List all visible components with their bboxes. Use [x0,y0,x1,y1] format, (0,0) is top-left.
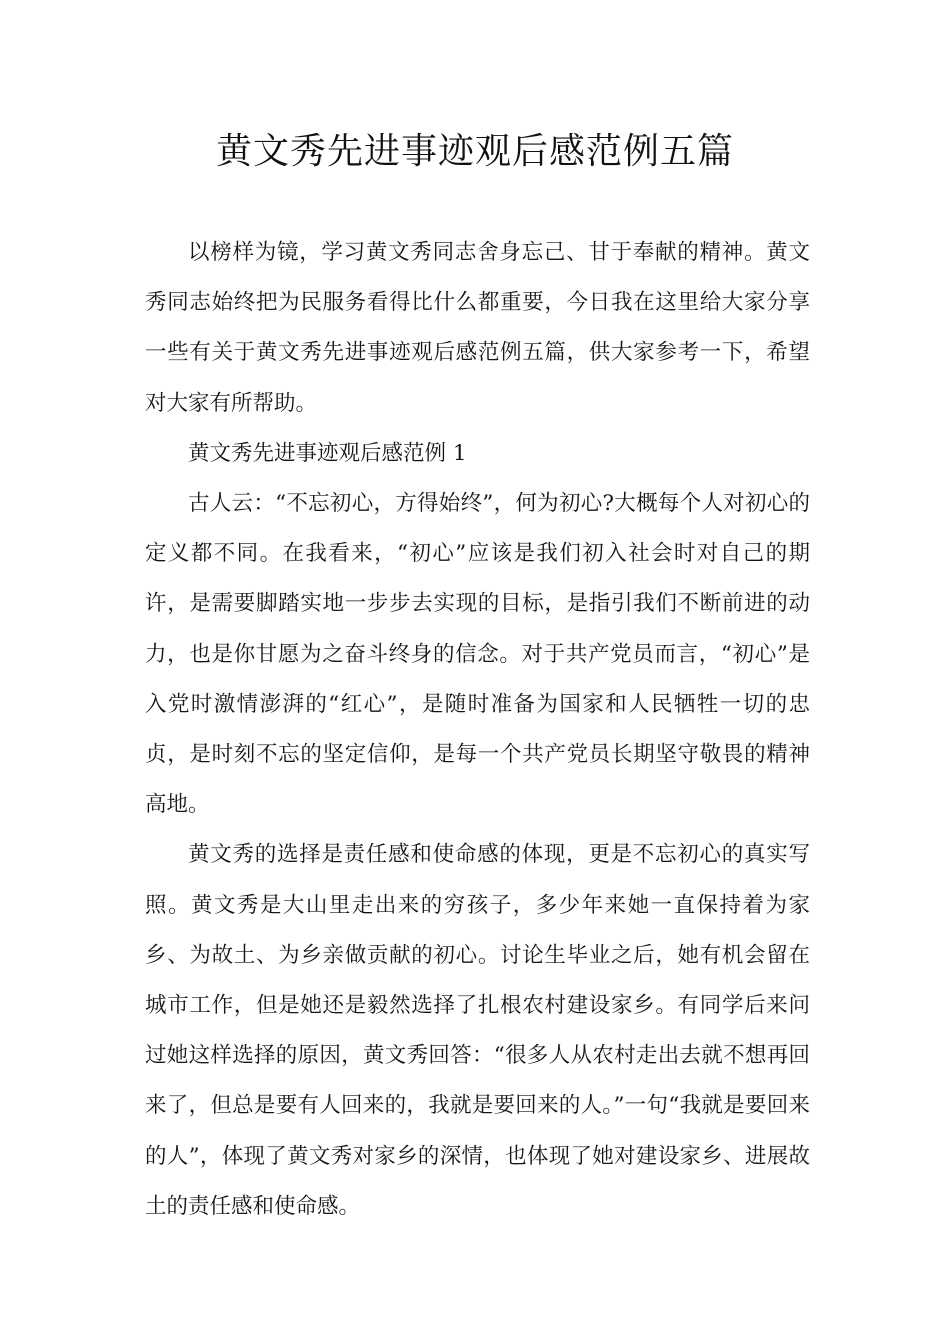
intro-paragraph: 以榜样为镜，学习黄文秀同志舍身忘己、甘于奉献的精神。黄文秀同志始终把为民服务看得比什么都重要，今日我在这里给大家分享一些有关于黄文秀先进事迹观后感范例五篇，供大家参考一下，希望对大家有所帮助。 [145,240,810,416]
document-title: 黄文秀先进事迹观后感范例五篇 [215,131,734,172]
section-heading: 黄文秀先进事迹观后感范例 1 [188,440,467,466]
body-paragraph: 古人云：“不忘初心，方得始终”，何为初心?大概每个人对初心的定义都不同。在我看来，“初心”应该是我们初入社会时对自己的期许，是需要脚踏实地一步步去实现的目标，是指引我们不断前进的动力，也是你甘愿为之奋斗终身的信念。对于共产党员而言，“初心”是入党时激情澎湃的“红心”，是随时准备为国家和人民牺牲一切的忠贞，是时刻不忘的坚定信仰，是每一个共产党员长期坚守敬畏的精神高地。 [145,491,810,818]
document-body [145,228,810,1232]
body-paragraph: 黄文秀的选择是责任感和使命感的体现，更是不忘初心的真实写照。黄文秀是大山里走出来的穷孩子，多少年来她一直保持着为家乡、为故土、为乡亲做贡献的初心。讨论生毕业之后，她有机会留在城市工作，但是她还是毅然选择了扎根农村建设家乡。有同学后来问过她这样选择的原因，黄文秀回答：“很多人从农村走出去就不想再回来了，但总是要有人回来的，我就是要回来的人。”一句“我就是要回来的人”，体现了黄文秀对家乡的深情，也体现了她对建设家乡、进展故土的责任感和使命感。 [145,842,810,1219]
